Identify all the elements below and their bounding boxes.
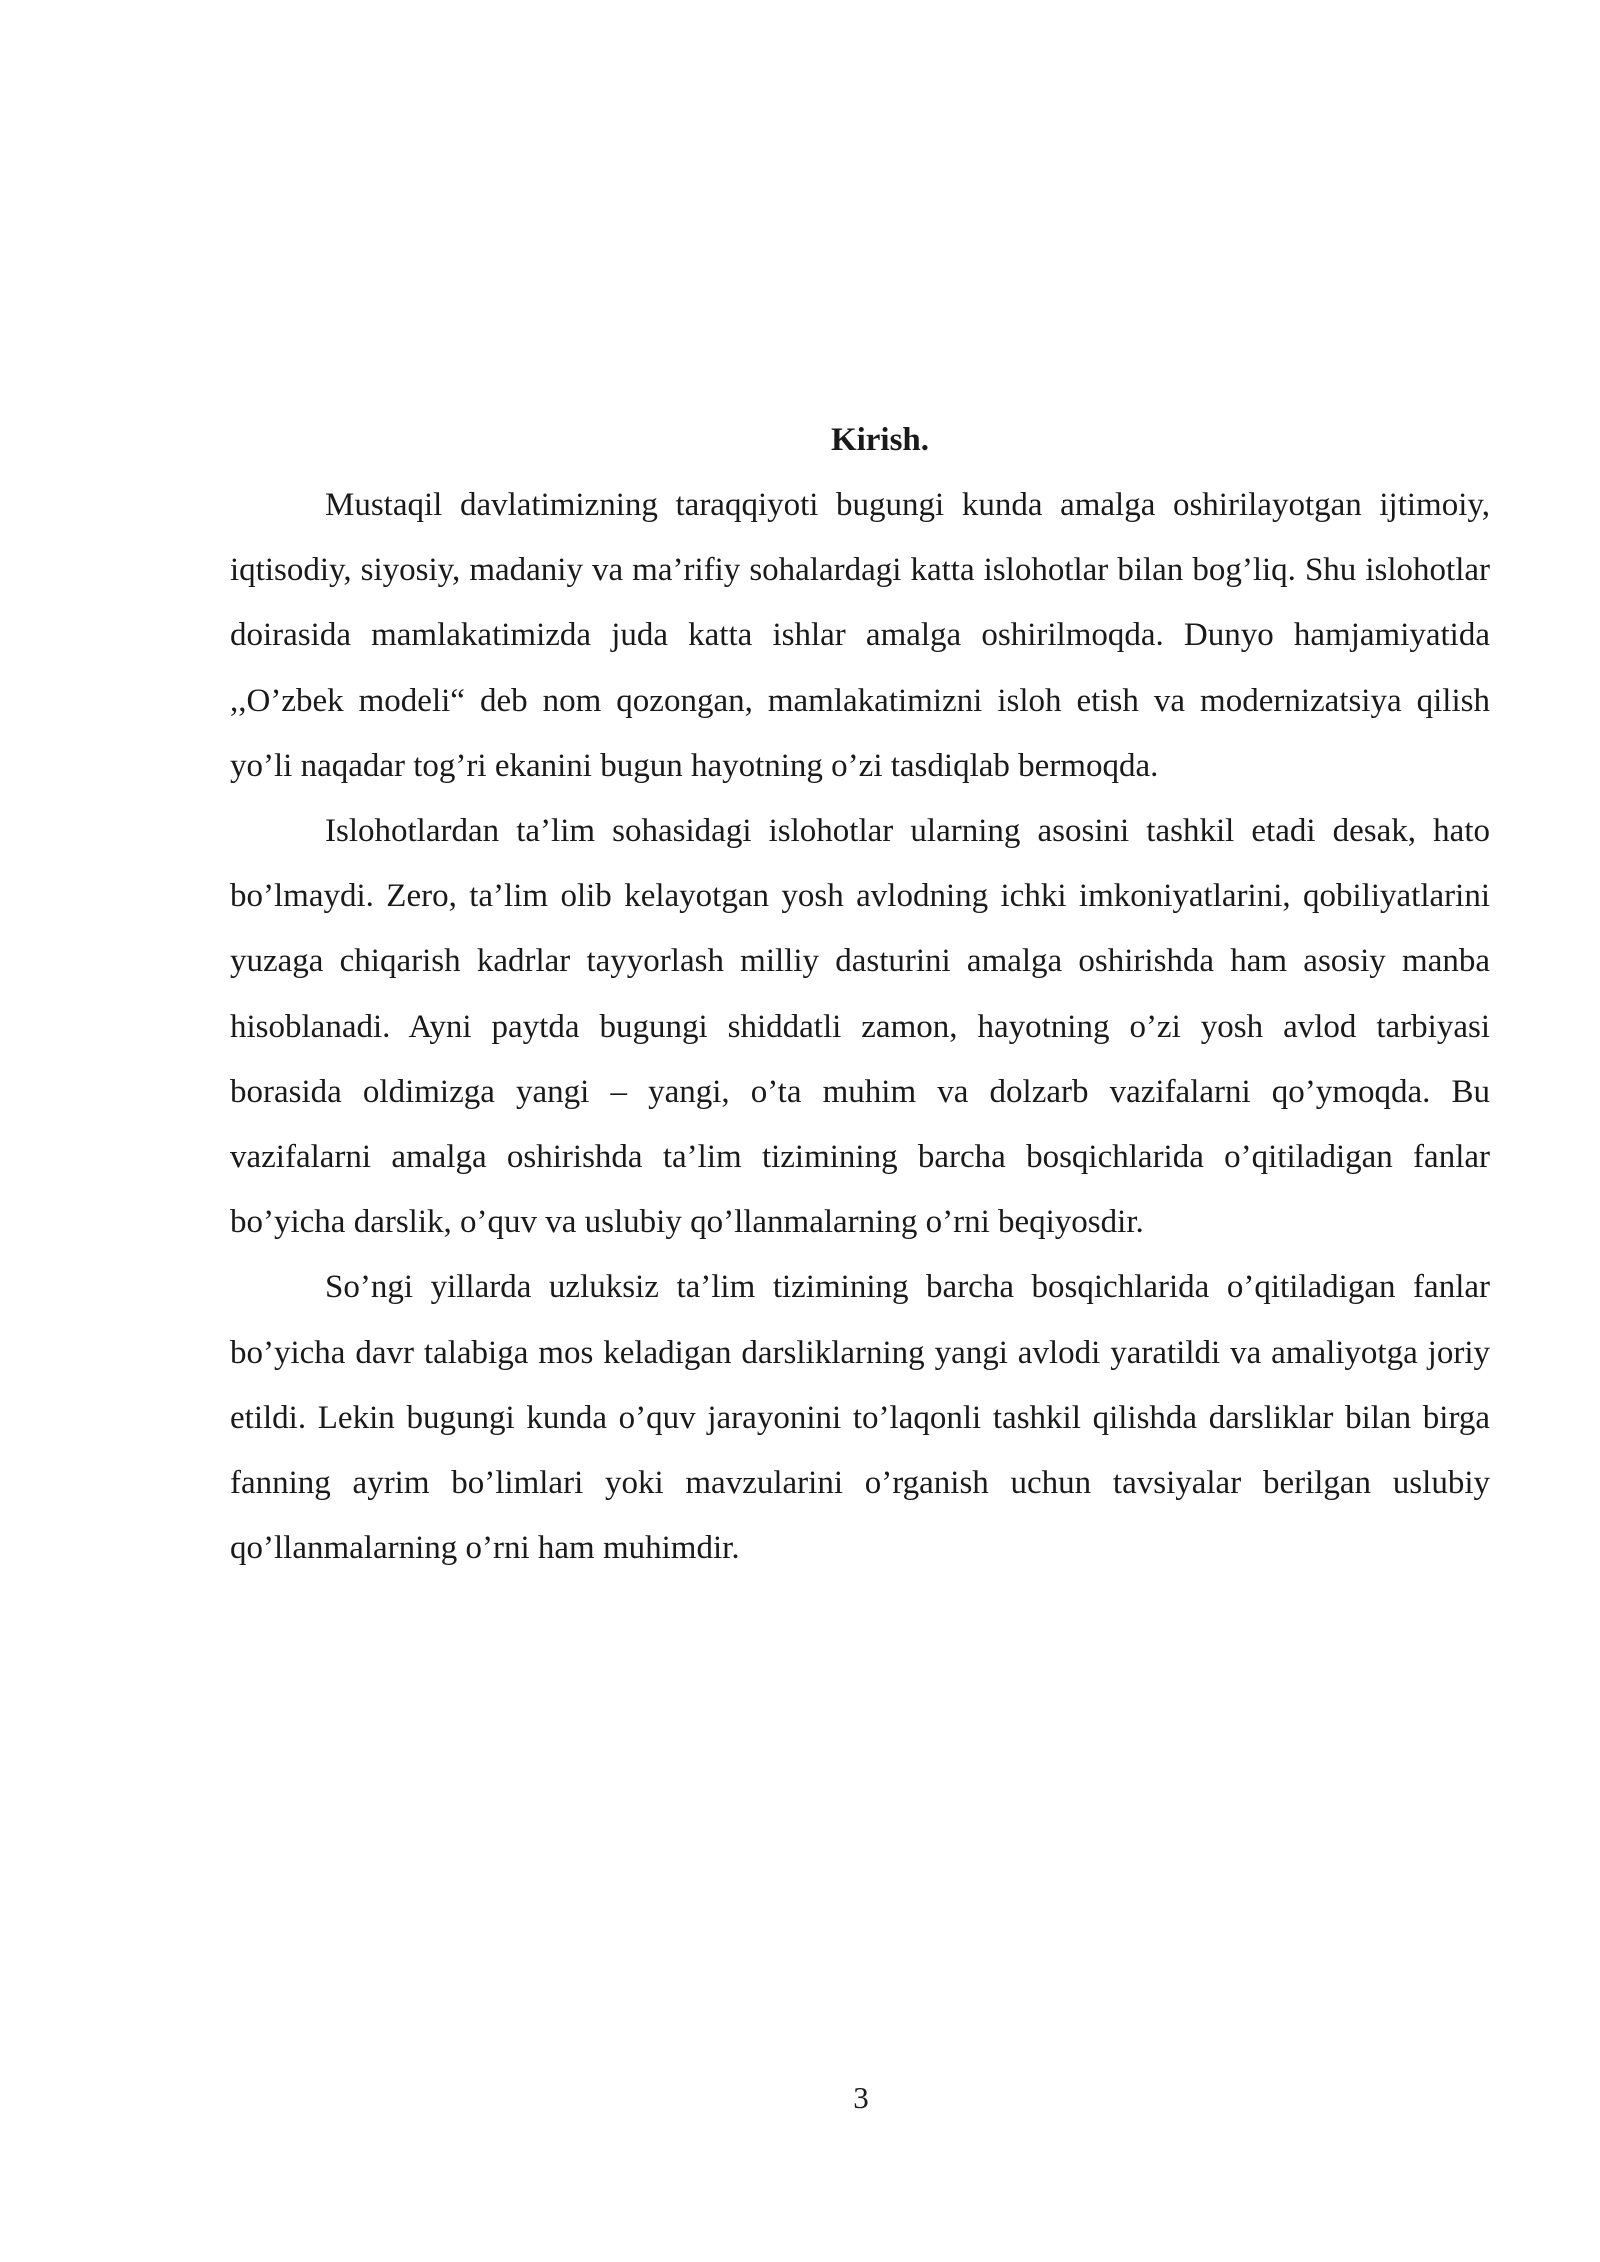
section-heading: Kirish.: [830, 422, 930, 458]
page-content: [230, 408, 1490, 1581]
paragraph-2: Islohotlardan ta’lim sohasidagi islohotlar ularning asosini tashkil etadi desak, hato bo’lmaydi. Zero, ta’lim olib kelayotgan yosh avlodning ichki imkoniyatlarini, qobiliyatlarini yuzaga chiqarish kadrlar tayyorlash milliy dasturini amalga oshirishda ham asosiy manba hisoblanadi. Ayni paytda bugungi shiddatli zamon, hayotning o’zi yosh avlod tarbiyasi borasida oldimizga yangi – yangi, o’ta muhim va dolzarb vazifalarni qo’ymoqda. Bu vazifalarni amalga oshirishda ta’lim tizimining barcha bosqichlarida o’qitiladigan fanlar bo’yicha darslik, o’quv va uslubiy qo’llanmalarning o’rni beqiyosdir.: [230, 813, 1490, 1241]
paragraph-1: Mustaqil davlatimizning taraqqiyoti bugungi kunda amalga oshirilayotgan ijtimoiy, iqtisodiy, siyosiy, madaniy va ma’rifiy sohalardagi katta islohotlar bilan bog’liq. Shu islohotlar doirasida mamlakatimizda juda katta ishlar amalga oshirilmoqda. Dunyo hamjamiyatida ,,O’zbek modeli“ deb nom qozongan, mamlakatimizni isloh etish va modernizatsiya qilish yo’li naqadar tog’ri ekanini bugun hayotning o’zi tasdiqlab bermoqda.: [230, 487, 1490, 784]
paragraph-3: So’ngi yillarda uzluksiz ta’lim tizimining barcha bosqichlarida o’qitiladigan fanlar bo’yicha davr talabiga mos keladigan darsliklarning yangi avlodi yaratildi va amaliyotga joriy etildi. Lekin bugungi kunda o’quv jarayonini to’laqonli tashkil qilishda darsliklar bilan birga fanning ayrim bo’limlari yoki mavzularini o’rganish uchun tavsiyalar berilgan uslubiy qo’llanmalarning o’rni ham muhimdir.: [230, 1269, 1490, 1567]
page-number: 3: [853, 2080, 869, 2115]
